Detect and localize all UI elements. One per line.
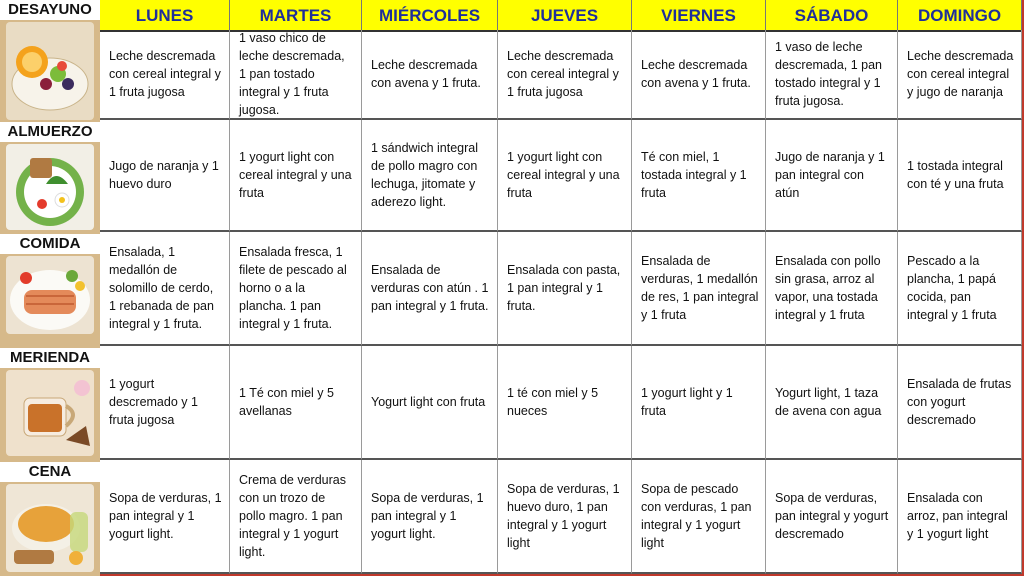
meal-cell — [498, 232, 632, 346]
meal-cell-text: 1 yogurt descremado y 1 fruta jugosa — [109, 377, 198, 427]
meal-cell-text: Té con miel, 1 tostada integral y 1 fruta — [641, 150, 747, 200]
meal-cell-text: Jugo de naranja y 1 huevo duro — [109, 159, 219, 191]
meal-cell — [498, 120, 632, 232]
meal-cell — [362, 232, 498, 346]
meal-cell — [632, 232, 766, 346]
meal-cell-text: 1 vaso chico de leche descremada, 1 pan tostado integral y 1 fruta jugosa. — [239, 31, 345, 117]
meal-cell — [230, 30, 362, 120]
soup-bowl-photo — [6, 484, 94, 572]
tea-cup-photo — [6, 370, 94, 456]
meal-cell-text: Ensalada con arroz, pan integral y 1 yogurt light — [907, 491, 1008, 541]
meal-cell-text: Leche descremada con avena y 1 fruta. — [641, 58, 751, 90]
meal-cell — [498, 346, 632, 460]
meal-cell-text: Sopa de verduras, 1 pan integral y 1 yogurt light. — [109, 491, 222, 541]
meal-cell — [498, 460, 632, 574]
meal-cell — [898, 120, 1022, 232]
meal-cell-text: 1 Té con miel y 5 avellanas — [239, 386, 334, 418]
meal-cell-text: Yogurt light, 1 taza de avena con agua — [775, 386, 882, 418]
fruit-yogurt-bowl-photo — [6, 22, 94, 120]
meal-cell-text: 1 vaso de leche descremada, 1 pan tostado integral y 1 fruta jugosa. — [775, 40, 883, 108]
meal-cell — [362, 346, 498, 460]
meal-cell-text: Yogurt light con fruta — [371, 395, 486, 409]
meal-cell — [100, 460, 230, 574]
meal-cell-text: Ensalada con pollo sin grasa, arroz al vapor, una tostada integral y 1 fruta — [775, 254, 881, 322]
meal-cell-text: Ensalada de frutas con yogurt descremado — [907, 377, 1012, 427]
meal-cell-text: Sopa de verduras, 1 pan integral y 1 yogurt light. — [371, 491, 484, 541]
meal-cell — [230, 346, 362, 460]
day-header-1: MARTES — [230, 0, 362, 30]
day-header-5: SÁBADO — [766, 0, 898, 30]
meal-cell-text: Ensalada de verduras, 1 medallón de res, 1 pan integral y 1 fruta — [641, 254, 759, 322]
meal-cell — [898, 232, 1022, 346]
meal-cell — [898, 30, 1022, 120]
meal-cell-text: 1 sándwich integral de pollo magro con lechuga, jitomate y aderezo light. — [371, 141, 479, 209]
meal-cell — [100, 232, 230, 346]
meal-cell — [766, 120, 898, 232]
meal-cell-text: 1 yogurt light con cereal integral y una fruta — [507, 150, 620, 200]
meal-cell — [766, 346, 898, 460]
salad-plate-photo — [6, 144, 94, 230]
meal-cell — [362, 120, 498, 232]
meal-cell-text: Ensalada de verduras con atún . 1 pan integral y 1 fruta. — [371, 263, 489, 313]
meal-cell — [632, 460, 766, 574]
meal-cell-text: Sopa de verduras, 1 huevo duro, 1 pan integral y 1 yogurt light — [507, 482, 620, 550]
meal-cell-text: Leche descremada con cereal integral y 1 fruta jugosa — [507, 49, 619, 99]
day-header-6: DOMINGO — [898, 0, 1022, 30]
meal-label-merienda: MERIENDA — [0, 348, 100, 368]
meal-cell — [362, 460, 498, 574]
meal-label-cena: CENA — [0, 462, 100, 482]
meal-cell-text: Ensalada con pasta, 1 pan integral y 1 fruta. — [507, 263, 621, 313]
meal-label-desayuno: DESAYUNO — [0, 0, 100, 20]
meal-cell-text: Leche descremada con avena y 1 fruta. — [371, 58, 481, 90]
meal-cell — [632, 346, 766, 460]
meal-cell — [362, 30, 498, 120]
meal-cell — [100, 30, 230, 120]
day-header-2: MIÉRCOLES — [362, 0, 498, 30]
meal-cell-text: 1 yogurt light y 1 fruta — [641, 386, 733, 418]
meal-cell-text: Sopa de pescado con verduras, 1 pan integral y 1 yogurt light — [641, 482, 752, 550]
meal-cell — [632, 30, 766, 120]
meal-cell — [498, 30, 632, 120]
meal-cell-text: Crema de verduras con un trozo de pollo magro. 1 pan integral y 1 yogurt light. — [239, 473, 346, 559]
meal-cell-text: Ensalada, 1 medallón de solomillo de cerdo, 1 rebanada de pan integral y 1 fruta. — [109, 245, 214, 331]
meal-cell-text: Ensalada fresca, 1 filete de pescado al horno o a la plancha. 1 pan integral y 1 fruta. — [239, 245, 347, 331]
meal-cell — [230, 460, 362, 574]
meal-cell-text: 1 tostada integral con té y una fruta — [907, 159, 1004, 191]
meal-cell — [632, 120, 766, 232]
day-header-4: VIERNES — [632, 0, 766, 30]
meal-cell — [230, 232, 362, 346]
meal-cell-text: Sopa de verduras, pan integral y yogurt descremado — [775, 491, 889, 541]
meal-cell-text: Pescado a la plancha, 1 papá cocida, pan integral y 1 fruta — [907, 254, 997, 322]
meal-cell-text: Leche descremada con cereal integral y 1 fruta jugosa — [109, 49, 221, 99]
day-header-row — [100, 0, 1022, 32]
meal-cell — [766, 30, 898, 120]
day-header-3: JUEVES — [498, 0, 632, 30]
salmon-dish-photo — [6, 256, 94, 334]
day-header-0: LUNES — [100, 0, 230, 30]
meal-cell — [898, 346, 1022, 460]
meal-cell — [766, 232, 898, 346]
meal-column — [0, 0, 100, 576]
meal-cell-text: 1 yogurt light con cereal integral y una fruta — [239, 150, 352, 200]
meal-label-almuerzo: ALMUERZO — [0, 122, 100, 142]
meal-cell-text: Leche descremada con cereal integral y jugo de naranja — [907, 49, 1014, 99]
meal-label-comida: COMIDA — [0, 234, 100, 254]
meal-cell — [230, 120, 362, 232]
meal-cell — [766, 460, 898, 574]
meal-cell — [100, 120, 230, 232]
meal-cell — [898, 460, 1022, 574]
meal-cell-text: 1 té con miel y 5 nueces — [507, 386, 599, 418]
meal-cell — [100, 346, 230, 460]
meal-cell-text: Jugo de naranja y 1 pan integral con atún — [775, 150, 885, 200]
